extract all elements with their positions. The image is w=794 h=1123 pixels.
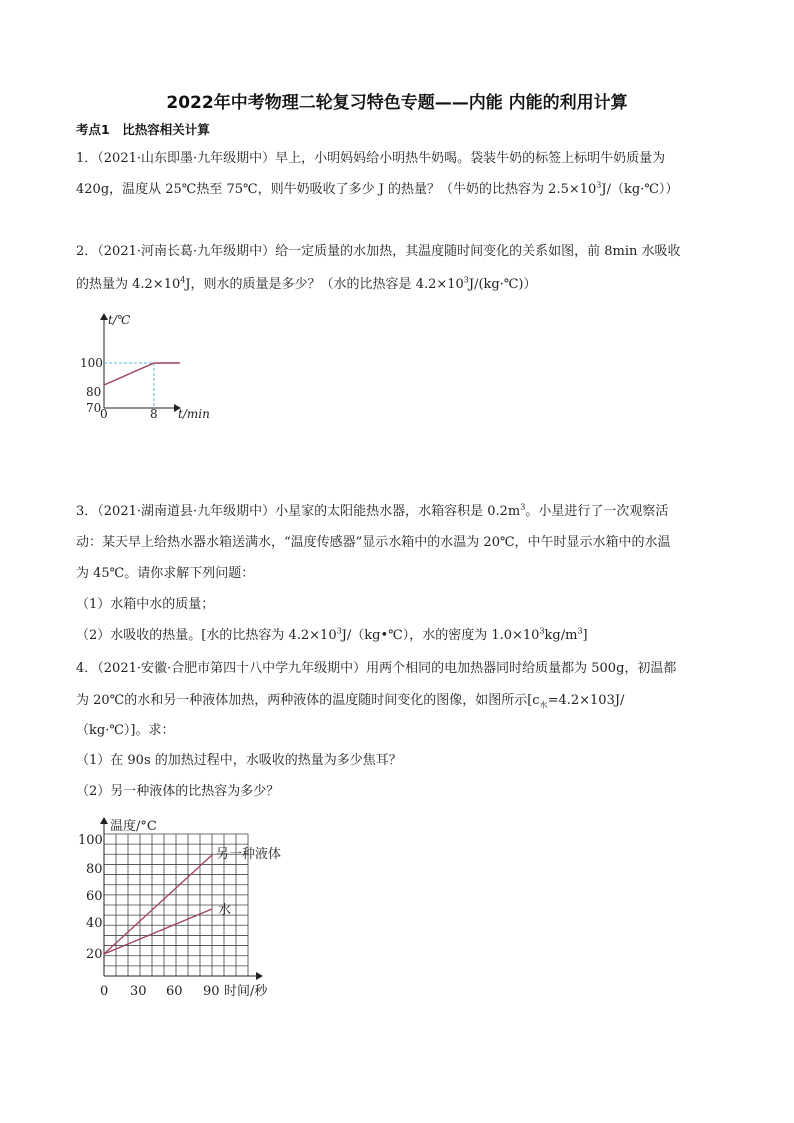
y-tick-80: 80 <box>86 862 103 877</box>
temperature-time-graph-1 <box>80 308 220 423</box>
series-label-other-liquid: 另一种液体 <box>216 847 282 862</box>
x-tick-30: 30 <box>130 984 147 999</box>
x-tick-90: 90 <box>203 984 220 999</box>
q3-part2: （2）水吸收的热量。[水的比热容为 $4.2\times 10^3J/(kg•℃)$，水的密度为 $1.0\times 10^3kg/m^3$] <box>76 626 588 643</box>
q4-part1: （1）在 90s 的加热过程中，水吸收的热量为多少焦耳？ <box>76 753 402 768</box>
series-label-water: 水 <box>218 903 232 918</box>
q4-line2: 为 20℃的水和另一种液体加热，两种液体的温度随时间变化的图像，如图所示[$c_水=4.2\times 103J/$ <box>76 693 625 710</box>
y-axis-label: 温度/°C <box>110 819 157 834</box>
q1-line2: 420g，温度从 25℃热至 75℃，则牛奶吸收了多少 J 的热量？（牛奶的比热容为 $2.5\times 10^3J/(kg\cdot℃)$） <box>76 180 679 197</box>
series-line-other-liquid <box>104 855 212 954</box>
y-tick-80: 80 <box>86 385 102 399</box>
y-tick-40: 40 <box>86 916 103 931</box>
x-tick-0: 0 <box>100 407 108 421</box>
y-tick-70: 70 <box>86 401 102 415</box>
x-axis-label: 时间/秒 <box>224 984 268 999</box>
q3-line1: 3．（2021·湖南道县·九年级期中）小星家的太阳能热水器，水箱容积是 $0.2m^3$。小星进行了一次观察活 <box>76 502 669 519</box>
section-heading: 考点1 比热容相关计算 <box>76 122 210 137</box>
x-tick-0: 0 <box>100 984 109 999</box>
y-axis-label: t/℃ <box>108 313 131 327</box>
y-tick-60: 60 <box>86 889 103 904</box>
page-title: 2022年中考物理二轮复习特色专题——内能 内能的利用计算 <box>166 93 628 113</box>
q4-part2: （2）另一种液体的比热容为多少？ <box>76 784 280 799</box>
q2-line1: 2．（2021·河南长葛·九年级期中）给一定质量的水加热，其温度随时间变化的关系如图，前 8min 水吸收 <box>76 244 681 259</box>
x-tick-60: 60 <box>166 984 183 999</box>
q3-line3: 为 45℃。请你求解下列问题： <box>76 566 255 581</box>
q1-line1: 1．（2021·山东即墨·九年级期中）早上，小明妈妈给小明热牛奶喝。袋装牛奶的标签上标明牛奶质量为 <box>76 151 666 166</box>
series-line-water <box>104 909 212 954</box>
y-tick-100: 100 <box>80 356 103 370</box>
q3-part1: （1）水箱中水的质量； <box>76 597 215 612</box>
q4-line3: （kg·℃）]。求： <box>76 723 175 738</box>
y-tick-20: 20 <box>86 947 103 962</box>
x-axis-label: t/min <box>178 407 210 421</box>
x-tick-8: 8 <box>150 407 158 421</box>
q3-line2: 动：某天早上给热水器水箱送满水，“温度传感器”显示水箱中的水温为 20℃，中午时显示水箱中的水温 <box>76 535 671 550</box>
y-tick-100: 100 <box>78 833 103 848</box>
q4-line1: 4．（2021·安徽·合肥市第四十八中学九年级期中）用两个相同的电加热器同时给质量都为 500g，初温都 <box>76 661 677 676</box>
temperature-time-graph-2 <box>76 812 316 1008</box>
temperature-curve <box>104 363 180 385</box>
q2-line2: 的热量为 $4.2\times 10^4J$，则水的质量是多少？（水的比热容是 $4.2\times 10^3J/(kg\cdot℃)$） <box>76 275 537 292</box>
